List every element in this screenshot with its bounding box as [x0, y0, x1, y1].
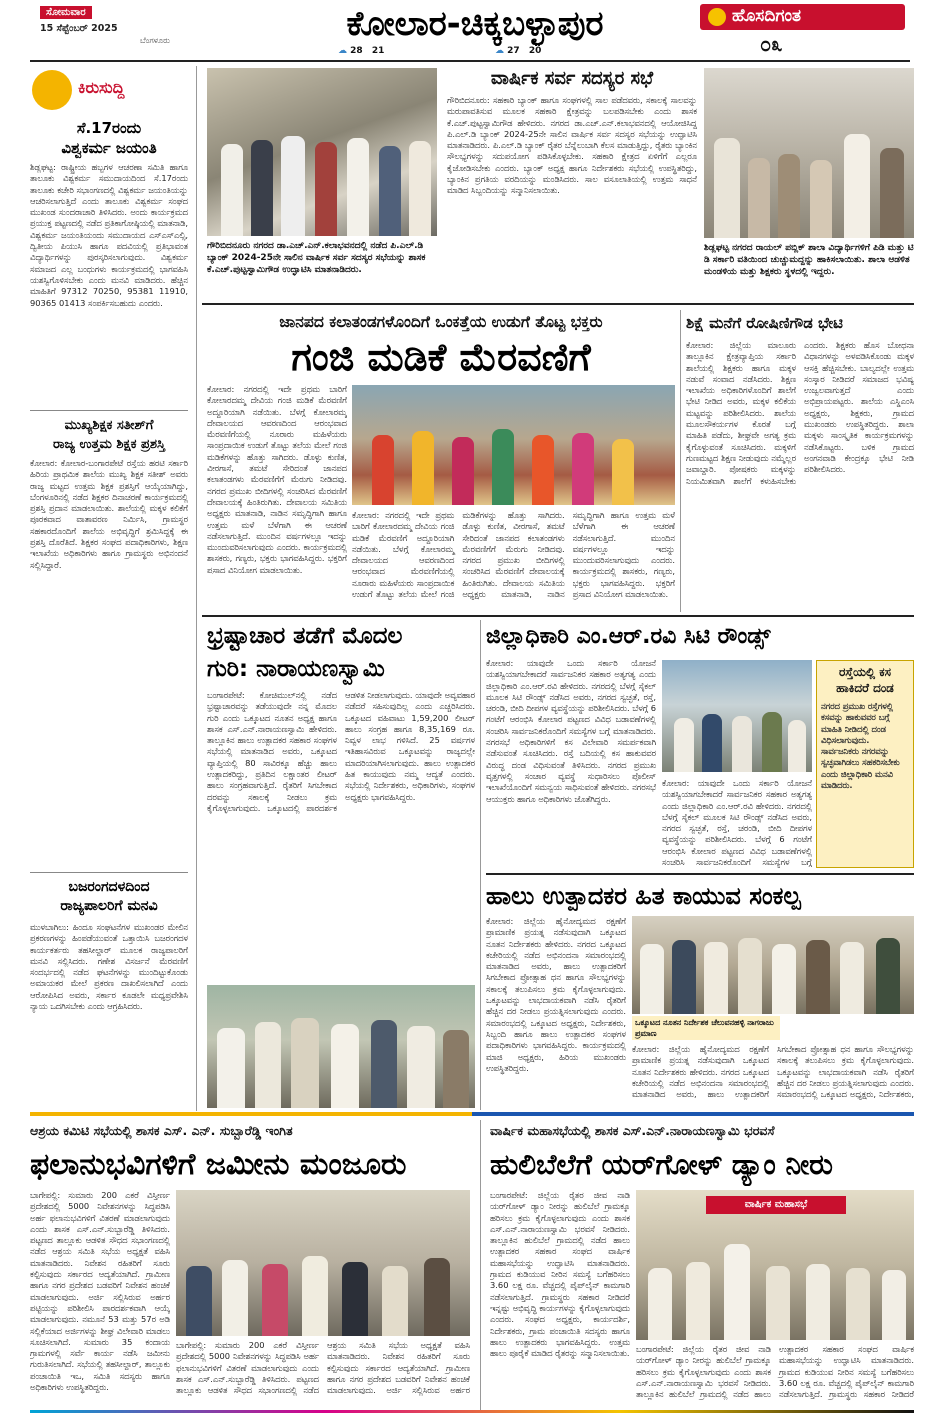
- person-figure: [347, 138, 369, 236]
- person-figure: [291, 1018, 319, 1108]
- brand-name: ಹೊಸದಿಗಂತ: [732, 6, 802, 26]
- person-figure: [379, 146, 401, 236]
- masthead-city: ಬೆಂಗಳೂರು: [140, 36, 170, 45]
- brief-label-text: ಕಿರುಸುದ್ದಿ: [78, 78, 125, 97]
- person-figure: [251, 140, 273, 236]
- person-figure: [738, 938, 762, 1014]
- divider: [30, 872, 188, 873]
- dc-sidebox: [816, 660, 914, 868]
- shikshe-kicker: ಶಿಕ್ಷೆ ಮನೆಗೆ ರೋಷಿಣಿಗೌಡ ಭೇಟಿ: [686, 314, 843, 332]
- divider: [30, 410, 188, 411]
- yargol-banner: ವಾರ್ಷಿಕ ಮಹಾಸಭೆ: [706, 1196, 846, 1214]
- edition-title: ಕೋಲಾರ-ಚಿಕ್ಕಬಳ್ಳಾಪುರ: [346, 4, 604, 44]
- person-figure: [424, 1258, 450, 1336]
- person-figure: [221, 144, 243, 236]
- dc-photo: [662, 660, 812, 772]
- color-strip-bottom: [30, 1410, 914, 1413]
- person-figure: [409, 141, 431, 236]
- person-figure: [732, 716, 752, 772]
- person-figure: [186, 1266, 212, 1336]
- brief-1-title-line1: ಸೆ.17ರಂದು: [76, 119, 142, 137]
- person-figure: [648, 1268, 672, 1340]
- person-figure: [844, 134, 870, 238]
- yargol-text-b: ಬಂಗಾರಪೇಟೆ: ಜಿಲ್ಲೆಯ ರೈತರ ಜೀವ ನಾಡಿ ಯರ್‌ಗೋಳ್ ಡ್ಯಾಂ ನೀರನ್ನು ಹುಲಿಬೆಲೆ ಗ್ರಾಮಕ್ಕೂ ಹರಿಸಲು ಕ್ರಮ ಕೈಗೊಳ್ಳಲಾಗುವುದು ಎಂದು ಶಾಸಕ ಎಸ್.ಎನ್.ನಾರಾಯಣಸ್ವಾಮಿ ಭರವಸೆ ನೀಡಿದರು. ತಾಲ್ಲೂಕಿನ ಹುಲಿಬೆಲೆ ಗ್ರಾಮದಲ್ಲಿ ನಡೆದ ಹಾಲು ಉತ್ಪಾದಕರ ಸಹಕಾರ ಸಂಘದ ವಾರ್ಷಿಕ ಮಹಾಸಭೆಯನ್ನು ಉದ್ಘಾಟಿಸಿ ಮಾತನಾಡಿದರು. ಗ್ರಾಮದ ಕುಡಿಯುವ ನೀರಿನ ಸಮಸ್ಯೆ ಬಗೆಹರಿಸಲು 3.60 ಲಕ್ಷ ರೂ. ವೆಚ್ಚದಲ್ಲಿ ಪೈಪ್‌ಲೈನ್ ಕಾಮಗಾರಿ ನಡೆಸಲಾಗುತ್ತಿದೆ. ಗ್ರಾಮಸ್ಥರು ಸಹಕಾರ ನೀಡಿದರೆ: [636, 1344, 914, 1400]
- masthead-day: ಸೋಮವಾರ: [40, 6, 92, 19]
- weather-2-low: 20: [528, 46, 542, 56]
- person-figure: [806, 940, 830, 1014]
- person-figure: [222, 1260, 248, 1336]
- person-figure: [788, 720, 806, 772]
- ganji-text-b: ಕೋಲಾರ: ನಗರದಲ್ಲಿ ಇದೇ ಪ್ರಥಮ ಬಾರಿಗೆ ಕೋಲಾರದಮ್ಮ ದೇವಿಯ ಗಂಜಿ ಮಡಿಕೆ ಮೆರವಣಿಗೆ ಅದ್ದೂರಿಯಾಗಿ ನಡೆಯಿತು. ಬೆಳಗ್ಗೆ ಕೋಲಾರಮ್ಮ ದೇವಾಲಯದ ಆವರಣದಿಂದ ಆರಂಭವಾದ ಮೆರವಣಿಗೆಯಲ್ಲಿ ನೂರಾರು ಮಹಿಳೆಯರು ಸಾಂಪ್ರದಾಯಿಕ ಉಡುಗೆ ತೊಟ್ಟು ತಲೆಯ ಮೇಲೆ ಗಂಜಿ ಮಡಿಕೆಗಳನ್ನು ಹೊತ್ತು ಸಾಗಿದರು. ಡೊಳ್ಳು ಕುಣಿತ, ವೀರಗಾಸೆ, ತಮಟೆ ಸೇರಿದಂತೆ ಜಾನಪದ ಕಲಾತಂಡಗಳು ಮೆರವಣಿಗೆಗೆ ಮೆರುಗು ನೀಡಿದವು. ನಗರದ ಪ್ರಮುಖ ಬೀದಿಗಳಲ್ಲಿ ಸಂಚರಿಸಿದ ಮೆರವಣಿಗೆ ದೇವಾಲಯಕ್ಕೆ ಹಿಂತಿರುಗಿತು. ದೇವಾಲಯ ಸಮಿತಿಯ ಅಧ್ಯಕ್ಷರು ಮಾತನಾಡಿ, ನಾಡಿನ ಸಮೃದ್ಧಿಗಾಗಿ ಹಾಗೂ ಉತ್ತಮ ಮಳೆ ಬೆಳೆಗಾಗಿ ಈ ಆಚರಣೆ ನಡೆಸಲಾಗುತ್ತಿದೆ. ಮುಂದಿನ ವರ್ಷಗಳಲ್ಲೂ ಇದನ್ನು ಮುಂದುವರಿಸಲಾಗುವುದು ಎಂದರು. ಕಾರ್ಯಕ್ರಮದಲ್ಲಿ ಶಾಸಕರು, ಗಣ್ಯರು, ಭಕ್ತರು ಭಾಗವಹಿಸಿದ್ದರು. ಭಕ್ತರಿಗೆ ಪ್ರಸಾದ ವಿನಿಯೋಗ ಮಾಡಲಾಯಿತು.: [352, 510, 675, 600]
- yargol-text-a: ಬಂಗಾರಪೇಟೆ: ಜಿಲ್ಲೆಯ ರೈತರ ಜೀವ ನಾಡಿ ಯರ್‌ಗೋಳ್ ಡ್ಯಾಂ ನೀರನ್ನು ಹುಲಿಬೆಲೆ ಗ್ರಾಮಕ್ಕೂ ಹರಿಸಲು ಕ್ರಮ ಕೈಗೊಳ್ಳಲಾಗುವುದು ಎಂದು ಶಾಸಕ ಎಸ್.ಎನ್.ನಾರಾಯಣಸ್ವಾಮಿ ಭರವಸೆ ನೀಡಿದರು. ತಾಲ್ಲೂಕಿನ ಹುಲಿಬೆಲೆ ಗ್ರಾಮದಲ್ಲಿ ನಡೆದ ಹಾಲು ಉತ್ಪಾದಕರ ಸಹಕಾರ ಸಂಘದ ವಾರ್ಷಿಕ ಮಹಾಸಭೆಯನ್ನು ಉದ್ಘಾಟಿಸಿ ಮಾತನಾಡಿದರು. ಗ್ರಾಮದ ಕುಡಿಯುವ ನೀರಿನ ಸಮಸ್ಯೆ ಬಗೆಹರಿಸಲು 3.60 ಲಕ್ಷ ರೂ. ವೆಚ್ಚದಲ್ಲಿ ಪೈಪ್‌ಲೈನ್ ಕಾಮಗಾರಿ ನಡೆಸಲಾಗುತ್ತಿದೆ. ಗ್ರಾಮಸ್ಥರು ಸಹಕಾರ ನೀಡಿದರೆ ಇನ್ನಷ್ಟು ಅಭಿವೃದ್ಧಿ ಕಾರ್ಯಗಳನ್ನು ಕೈಗೊಳ್ಳಲಾಗುವುದು ಎಂದರು. ಸಂಘದ ಅಧ್ಯಕ್ಷರು, ಕಾರ್ಯದರ್ಶಿ, ನಿರ್ದೇಶಕರು, ಗ್ರಾಮ ಪಂಚಾಯಿತಿ ಸದಸ್ಯರು ಹಾಗೂ ಹಾಲು ಉತ್ಪಾದಕರು ಭಾಗವಹಿಸಿದ್ದರು. ಉತ್ತಮ ಹಾಲು ಪೂರೈಕೆ ಮಾಡಿದ ರೈತರನ್ನು ಸನ್ಮಾನಿಸಲಾಯಿತು.: [490, 1190, 630, 1359]
- dc-text-a: ಕೋಲಾರ: ಯಾವುದೇ ಒಂದು ಸರ್ಕಾರಿ ಯೋಜನೆ ಯಶಸ್ವಿಯಾಗಬೇಕಾದರೆ ಸಾರ್ವಜನಿಕರ ಸಹಕಾರ ಅತ್ಯಗತ್ಯ ಎಂದು ಜಿಲ್ಲಾಧಿಕಾರಿ ಎಂ.ಆರ್.ರವಿ ಹೇಳಿದರು. ನಗರದಲ್ಲಿ ಬೆಳಗ್ಗೆ ಸೈಕಲ್ ಮೂಲಕ ಸಿಟಿ ರೌಂಡ್ಸ್ ನಡೆಸಿದ ಅವರು, ನಗರದ ಸ್ವಚ್ಛತೆ, ರಸ್ತೆ, ಚರಂಡಿ, ಬೀದಿ ದೀಪಗಳ ವ್ಯವಸ್ಥೆಯನ್ನು ಪರಿಶೀಲಿಸಿದರು. ಬೆಳಗ್ಗೆ 6 ಗಂಟೆಗೆ ಆರಂಭಿಸಿ ಕೋಲಾರ ಪಟ್ಟಣದ ವಿವಿಧ ಬಡಾವಣೆಗಳಲ್ಲಿ ಸಂಚರಿಸಿ ಸಾರ್ವಜನಿಕರೊಂದಿಗೆ ಸಮಸ್ಯೆಗಳ ಬಗ್ಗೆ ಮಾತನಾಡಿದರು. ನಗರಸಭೆ ಅಧಿಕಾರಿಗಳಿಗೆ ಕಸ ವಿಲೇವಾರಿ ಸಮರ್ಪಕವಾಗಿ ನಡೆಸುವಂತೆ ಸೂಚಿಸಿದರು. ರಸ್ತೆ ಬದಿಯಲ್ಲಿ ಕಸ ಹಾಕುವವರ ವಿರುದ್ಧ ದಂಡ ವಿಧಿಸುವಂತೆ ತಿಳಿಸಿದರು. ನಗರದ ಪ್ರಮುಖ ವೃತ್ತಗಳಲ್ಲಿ ಸಂಚಾರ ವ್ಯವಸ್ಥೆ ಸುಧಾರಿಸಲು ಪೊಲೀಸ್ ಇಲಾಖೆಯೊಂದಿಗೆ ಸಮನ್ವಯ ಸಾಧಿಸುವಂತೆ ಹೇಳಿದರು. ನಗರಸಭೆ ಆಯುಕ್ತರು ಹಾಗೂ ಅಧಿಕಾರಿಗಳು ಜೊತೆಗಿದ್ದರು.: [486, 658, 656, 804]
- person-figure: [382, 1266, 408, 1336]
- person-figure: [640, 944, 664, 1014]
- masthead-rule: [30, 60, 910, 62]
- person-figure: [452, 437, 474, 505]
- person-figure: [342, 1262, 368, 1336]
- brief-2-title-line2: ರಾಜ್ಯ ಉತ್ತಮ ಶಿಕ್ಷಕ ಪ್ರಶಸ್ತಿ: [52, 437, 166, 452]
- brand-logo: [700, 4, 905, 30]
- halu-photo-label: ಒಕ್ಕೂಟದ ನೂತನ ನಿರ್ದೇಶಕ ಚೆಲುವನಹಳ್ಳಿ ನಾಗರಾಜು ಪ್ರಮಾಣ: [632, 1016, 780, 1040]
- person-figure: [217, 1028, 245, 1108]
- section-rule: [486, 873, 914, 875]
- color-strip: [30, 1112, 914, 1116]
- dc-headline: ಜಿಲ್ಲಾಧಿಕಾರಿ ಎಂ.ಆರ್.ರವಿ ಸಿಟಿ ರೌಂಡ್ಸ್: [486, 624, 771, 649]
- yargol-headline: ಹುಲಿಬೆಲೆಗೆ ಯರ್‌ಗೋಳ್ ಡ್ಯಾಂ ನೀರು: [490, 1148, 833, 1181]
- masthead-date: 15 ಸೆಪ್ಟೆಂಬರ್ 2025: [40, 23, 118, 34]
- brief-column: [30, 66, 190, 1111]
- brief-3-title: [30, 878, 188, 918]
- weather-1-low: 21: [371, 46, 385, 56]
- shikshe-text: ಕೋಲಾರ: ಜಿಲ್ಲೆಯ ಮಾಲೂರು ತಾಲ್ಲೂಕಿನ ಕ್ಷೇತ್ರವ್ಯಾಪ್ತಿಯ ಸರ್ಕಾರಿ ಶಾಲೆಯಲ್ಲಿ ಶಿಕ್ಷಕರು ಹಾಗೂ ಮಕ್ಕಳ ನಡುವೆ ಸಂವಾದ ನಡೆಸಿದರು. ಶಿಕ್ಷಣ ಇಲಾಖೆಯ ಅಧಿಕಾರಿಗಳೊಂದಿಗೆ ಶಾಲೆಗೆ ಭೇಟಿ ನೀಡಿದ ಅವರು, ಮಕ್ಕಳ ಕಲಿಕೆಯ ಮಟ್ಟವನ್ನು ಪರಿಶೀಲಿಸಿದರು. ಶಾಲೆಯ ಮೂಲಸೌಕರ್ಯಗಳ ಕೊರತೆ ಬಗ್ಗೆ ಮಾಹಿತಿ ಪಡೆದು, ಶೀಘ್ರವೇ ಅಗತ್ಯ ಕ್ರಮ ಕೈಗೊಳ್ಳುವಂತೆ ಸೂಚಿಸಿದರು. ಮಕ್ಕಳಿಗೆ ಗುಣಮಟ್ಟದ ಶಿಕ್ಷಣ ನೀಡುವುದು ನಮ್ಮೆಲ್ಲರ ಜವಾಬ್ದಾರಿ. ಪೋಷಕರು ಮಕ್ಕಳನ್ನು ನಿಯಮಿತವಾಗಿ ಶಾಲೆಗೆ ಕಳುಹಿಸಬೇಕು ಎಂದರು. ಶಿಕ್ಷಕರು ಹೊಸ ಬೋಧನಾ ವಿಧಾನಗಳನ್ನು ಅಳವಡಿಸಿಕೊಂಡು ಮಕ್ಕಳ ಆಸಕ್ತಿ ಹೆಚ್ಚಿಸಬೇಕು. ಬಾಲ್ಯದಲ್ಲೇ ಉತ್ತಮ ಸಂಸ್ಕಾರ ನೀಡಿದರೆ ಸಮಾಜದ ಭವಿಷ್ಯ ಉಜ್ವಲವಾಗುತ್ತದೆ ಎಂದು ಅಭಿಪ್ರಾಯಪಟ್ಟರು. ಶಾಲೆಯ ಎಸ್ಡಿಎಂಸಿ ಅಧ್ಯಕ್ಷರು, ಶಿಕ್ಷಕರು, ಗ್ರಾಮದ ಮುಖಂಡರು ಉಪಸ್ಥಿತರಿದ್ದರು. ಶಾಲಾ ಮಕ್ಕಳು ಸಾಂಸ್ಕೃತಿಕ ಕಾರ್ಯಕ್ರಮಗಳನ್ನು ನಡೆಸಿಕೊಟ್ಟರು. ಬಳಿಕ ಗ್ರಾಮದ ಅಂಗನವಾಡಿ ಕೇಂದ್ರಕ್ಕೂ ಭೇಟಿ ನೀಡಿ ಪರಿಶೀಲಿಸಿದರು.: [686, 340, 914, 486]
- sahakari-text: ಗೌರಿಬಿದನೂರು: ಸಹಕಾರಿ ಬ್ಯಾಂಕ್ ಹಾಗೂ ಸಂಘಗಳಲ್ಲಿ ಸಾಲ ಪಡೆದವರು, ಸಕಾಲಕ್ಕೆ ಸಾಲವನ್ನು ಮರುಪಾವತಿಸುವ ಮೂಲಕ ಸಹಕಾರಿ ಕ್ಷೇತ್ರವನ್ನು ಬಲಪಡಿಸಬೇಕು ಎಂದು ಶಾಸಕ ಕೆ.ಎಚ್.ಪುಟ್ಟಸ್ವಾಮಿಗೌಡ ಹೇಳಿದರು. ನಗರದ ಡಾ.ಎಚ್.ಎನ್.ಕಲಾಭವನದಲ್ಲಿ ಆಯೋಜಿಸಿದ್ದ ಪಿ.ಎಲ್.ಡಿ ಬ್ಯಾಂಕ್ 2024-25ನೇ ಸಾಲಿನ ವಾರ್ಷಿಕ ಸರ್ವ ಸದಸ್ಯರ ಸಭೆಯನ್ನು ಉದ್ಘಾಟಿಸಿ ಮಾತನಾಡಿದರು. ಪಿ.ಎಲ್.ಡಿ ಬ್ಯಾಂಕ್ ರೈತರ ಬೆನ್ನೆಲುಬಾಗಿ ಕೆಲಸ ಮಾಡುತ್ತಿದ್ದು, ರೈತರು ಬ್ಯಾಂಕಿನ ಸೌಲಭ್ಯಗಳನ್ನು ಸದುಪಯೋಗ ಪಡಿಸಿಕೊಳ್ಳಬೇಕು. ಸಹಕಾರಿ ಕ್ಷೇತ್ರದ ಏಳಿಗೆಗೆ ಎಲ್ಲರೂ ಕೈಜೋಡಿಸಬೇಕು ಎಂದರು. ಬ್ಯಾಂಕ್ ಅಧ್ಯಕ್ಷ ಹಾಗೂ ನಿರ್ದೇಶಕರು ಸಭೆಯಲ್ಲಿ ಉಪಸ್ಥಿತರಿದ್ದು, ಬ್ಯಾಂಕಿನ ಪ್ರಗತಿಯ ವರದಿಯನ್ನು ಮಂಡಿಸಿದರು. ಸಾಲ ವಸೂಲಾತಿಯಲ್ಲಿ ಉತ್ತಮ ಸಾಧನೆ ಮಾಡಿದ ಸಿಬ್ಬಂದಿಯನ್ನು ಸನ್ಮಾನಿಸಲಾಯಿತು.: [447, 95, 697, 196]
- brief-2-title-line1: ಮುಖ್ಯಶಿಕ್ಷಕ ಸತೀಶ್‌ಗೆ: [64, 418, 154, 433]
- brief-3-title-line1: ಬಜರಂಗದಳದಿಂದ: [68, 879, 150, 895]
- date-box: [40, 6, 170, 48]
- sahakari-caption: ಗೌರಿಬಿದನೂರು ನಗರದ ಡಾ.ಎಚ್.ಎನ್.ಕಲಾಭವನದಲ್ಲಿ ನಡೆದ ಪಿ.ಎಲ್.ಡಿ ಬ್ಯಾಂಕ್ 2024-25ನೇ ಸಾಲಿನ ವಾರ್ಷಿಕ ಸರ್ವ ಸದಸ್ಯರ ಸಭೆಯನ್ನು ಶಾಸಕ ಕೆ.ಎಚ್.ಪುಟ್ಟಸ್ವಾಮಿಗೌಡ ಉದ್ಘಾಟಿಸಿ ಮಾತನಾಡಿದರು.: [207, 241, 426, 275]
- person-figure: [412, 431, 434, 505]
- brief-3-text: ಮುಳಬಾಗಿಲು: ಹಿಂದೂ ಸಂಘಟನೆಗಳ ಮುಖಂಡರ ಮೇಲಿನ ಪ್ರಕರಣಗಳನ್ನು ಹಿಂಪಡೆಯುವಂತೆ ಒತ್ತಾಯಿಸಿ ಬಜರಂಗದಳ ಕಾರ್ಯಕರ್ತರು ತಹಸೀಲ್ದಾರ್ ಮೂಲಕ ರಾಜ್ಯಪಾಲರಿಗೆ ಮನವಿ ಸಲ್ಲಿಸಿದರು. ಗಣೇಶ ವಿಸರ್ಜನೆ ಮೆರವಣಿಗೆ ಸಂದರ್ಭದಲ್ಲಿ ನಡೆದ ಘಟನೆಗಳನ್ನು ಮುಂದಿಟ್ಟುಕೊಂಡು ಅಮಾಯಕರ ಮೇಲೆ ಪ್ರಕರಣ ದಾಖಲಿಸಲಾಗಿದೆ ಎಂದು ಆರೋಪಿಸಿದ ಅವರು, ಸರ್ಕಾರ ಕೂಡಲೇ ಮಧ್ಯಪ್ರವೇಶಿಸಿ ನ್ಯಾಯ ಒದಗಿಸಬೇಕು ಎಂದು ಆಗ್ರಹಿಸಿದರು.: [30, 922, 188, 1012]
- ganji-headline: ಗಂಜಿ ಮಡಿಕೆ ಮೆರವಣಿಗೆ: [291, 335, 591, 379]
- person-figure: [262, 1264, 288, 1336]
- person-figure: [674, 718, 694, 772]
- person-figure: [778, 154, 800, 238]
- ashraya-headline: ಫಲಾನುಭವಿಗಳಿಗೆ ಜಮೀನು ಮಂಜೂರು: [30, 1147, 407, 1182]
- section-rule: [202, 303, 914, 305]
- person-figure: [702, 714, 722, 772]
- halu-photo: [632, 916, 914, 1014]
- brief-1-text: ಶಿಡ್ಲಘಟ್ಟ: ರಾಷ್ಟ್ರೀಯ ಹಬ್ಬಗಳ ಆಚರಣಾ ಸಮಿತಿ ಹಾಗೂ ತಾಲೂಕು ವಿಶ್ವಕರ್ಮ ಸಮುದಾಯದಿಂದ ಸೆ.17ರಂದು ತಾಲೂಕು ಕಚೇರಿ ಸಭಾಂಗಣದಲ್ಲಿ ವಿಶ್ವಕರ್ಮ ಜಯಂತಿಯನ್ನು ಆಚರಿಸಲಾಗುತ್ತಿದೆ ಎಂದು ತಾಲೂಕು ವಿಶ್ವಕರ್ಮ ಸಂಘದ ಮುಖಂಡ ಸುಂದರಾಚಾರಿ ತಿಳಿಸಿದರು. ಅಂದು ಕಾರ್ಯಕ್ರಮದ ಪ್ರಯುಕ್ತ ಪಟ್ಟಣದಲ್ಲಿ ನಡೆದ ಪ್ರತಿಕಾಗೋಷ್ಠಿಯಲ್ಲಿ ಮಾತನಾಡಿ, ವಿಶ್ವಕರ್ಮ ಜಯಂತಿಯಂದು ಸಮುದಾಯದ ಎಸ್ಎಸ್ಎಲ್ಸಿ, ದ್ವಿತೀಯ ಪಿಯುಸಿ ಹಾಗೂ ಪದವಿಯಲ್ಲಿ ಪ್ರತಿಭಾವಂತ ವಿದ್ಯಾರ್ಥಿಗಳನ್ನು ಪುರಸ್ಕರಿಸಲಾಗುವುದು. ವಿಶ್ವಕರ್ಮ ಸಮಾಜದ ಎಲ್ಲ ಬಂಧುಗಳು ಕಾರ್ಯಕ್ರಮದಲ್ಲಿ ಭಾಗವಹಿಸಿ ಯಶಸ್ವಿಗೊಳಿಸಬೇಕು ಎಂದು ಮನವಿ ಮಾಡಿದರು. ಹೆಚ್ಚಿನ ಮಾಹಿತಿಗೆ 97312 70250, 95381 11910, 90365 01413 ಸಂಪರ್ಕಿಸಬಹುದು ಎಂದರು.: [30, 162, 188, 308]
- person-figure: [724, 1244, 750, 1340]
- person-figure: [331, 1024, 359, 1108]
- person-figure: [704, 942, 728, 1014]
- hand-icon: [32, 70, 72, 110]
- column-rule: [196, 66, 197, 1111]
- person-figure: [281, 136, 305, 236]
- halu-headline: ಹಾಲು ಉತ್ಪಾದಕರ ಹಿತ ಕಾಯುವ ಸಂಕಲ್ಪ: [486, 882, 801, 910]
- person-figure: [315, 142, 337, 236]
- dc-sidebox-title: ರಸ್ತೆಯಲ್ಲಿ ಕಸ ಹಾಕಿದರೆ ದಂಡ: [836, 665, 894, 695]
- halu-text-a: ಕೋಲಾರ: ಜಿಲ್ಲೆಯ ಹೈನೋದ್ಯಮದ ರಕ್ಷಣೆಗೆ ಪ್ರಾಮಾಣಿಕ ಪ್ರಯತ್ನ ನಡೆಸುವುದಾಗಿ ಒಕ್ಕೂಟದ ನೂತನ ನಿರ್ದೇಶಕರು ಹೇಳಿದರು. ನಗರದ ಒಕ್ಕೂಟದ ಕಚೇರಿಯಲ್ಲಿ ನಡೆದ ಅಭಿನಂದನಾ ಸಮಾರಂಭದಲ್ಲಿ ಮಾತನಾಡಿದ ಅವರು, ಹಾಲು ಉತ್ಪಾದಕರಿಗೆ ಸಿಗಬೇಕಾದ ಪ್ರೋತ್ಸಾಹ ಧನ ಹಾಗೂ ಸೌಲಭ್ಯಗಳನ್ನು ಸಕಾಲಕ್ಕೆ ತಲುಪಿಸಲು ಕ್ರಮ ಕೈಗೊಳ್ಳಲಾಗುವುದು. ಒಕ್ಕೂಟವನ್ನು ಲಾಭದಾಯಕವಾಗಿ ನಡೆಸಿ ರೈತರಿಗೆ ಹೆಚ್ಚಿನ ದರ ನೀಡಲು ಪ್ರಯತ್ನಿಸಲಾಗುವುದು ಎಂದರು. ಸಮಾರಂಭದಲ್ಲಿ ಒಕ್ಕೂಟದ ಅಧ್ಯಕ್ಷರು, ನಿರ್ದೇಶಕರು, ಸಿಬ್ಬಂದಿ ಹಾಗೂ ಹಾಲು ಉತ್ಪಾದಕರ ಸಂಘಗಳ ಪದಾಧಿಕಾರಿಗಳು ಭಾಗವಹಿಸಿದ್ದರು. ಕಾರ್ಯಕ್ರಮದಲ್ಲಿ ಮಾಜಿ ಅಧ್ಯಕ್ಷರು, ಹಿರಿಯ ಮುಖಂಡರು ಉಪಸ್ಥಿತರಿದ್ದರು.: [486, 916, 626, 1073]
- bhrashtachara-photo: [207, 985, 475, 1108]
- person-figure: [372, 435, 394, 505]
- brief-2-title: [30, 416, 188, 456]
- person-figure: [762, 712, 782, 772]
- ashraya-text-a: ಬಾಗೇಪಲ್ಲಿ: ಸುಮಾರು 200 ಎಕರೆ ವಿಸ್ತೀರ್ಣ ಪ್ರದೇಶದಲ್ಲಿ 5000 ನಿವೇಶನಗಳನ್ನು ಸಿದ್ಧಪಡಿಸಿ ಅರ್ಹ ಫಲಾನುಭವಿಗಳಿಗೆ ವಿತರಣೆ ಮಾಡಲಾಗುವುದು ಎಂದು ಶಾಸಕ ಎಸ್.ಎನ್.ಸುಬ್ಬಾರೆಡ್ಡಿ ತಿಳಿಸಿದರು. ಪಟ್ಟಣದ ತಾಲ್ಲೂಕು ಆಡಳಿತ ಸೌಧದ ಸಭಾಂಗಣದಲ್ಲಿ ನಡೆದ ಆಶ್ರಯ ಸಮಿತಿ ಸಭೆಯ ಅಧ್ಯಕ್ಷತೆ ವಹಿಸಿ ಮಾತನಾಡಿದರು. ನಿವೇಶನ ರಹಿತರಿಗೆ ಸೂರು ಕಲ್ಪಿಸುವುದು ಸರ್ಕಾರದ ಆದ್ಯತೆಯಾಗಿದೆ. ಗ್ರಾಮೀಣ ಹಾಗೂ ನಗರ ಪ್ರದೇಶದ ಬಡವರಿಗೆ ನಿವೇಶನ ಹಂಚಿಕೆ ಮಾಡಲಾಗುವುದು. ಅರ್ಜಿ ಸಲ್ಲಿಸಿರುವ ಅರ್ಹರ ಪಟ್ಟಿಯನ್ನು ಪರಿಶೀಲಿಸಿ ಪಾರದರ್ಶಕವಾಗಿ ಆಯ್ಕೆ ಮಾಡಲಾಗುವುದು. ನಮೂನೆ 53 ಮತ್ತು 57ರ ಅಡಿ ಸಲ್ಲಿಕೆಯಾದ ಅರ್ಜಿಗಳನ್ನು ಶೀಘ್ರ ವಿಲೇವಾರಿ ಮಾಡಲು ಸೂಚಿಸಲಾಗಿದೆ. ಸುಮಾರು 35 ಕಂದಾಯ ಗ್ರಾಮಗಳಲ್ಲಿ ಸರ್ವೆ ಕಾರ್ಯ ನಡೆಸಿ ಜಮೀನು ಗುರುತಿಸಲಾಗಿದೆ. ಸಭೆಯಲ್ಲಿ ತಹಸೀಲ್ದಾರ್, ತಾಲ್ಲೂಕು ಪಂಚಾಯಿತಿ ಇಒ, ಸಮಿತಿ ಸದಸ್ಯರು ಹಾಗೂ ಅಧಿಕಾರಿಗಳು ಉಪಸ್ಥಿತರಿದ್ದರು.: [30, 1190, 170, 1393]
- ganji-kicker: ಜಾನಪದ ಕಲಾತಂಡಗಳೊಂದಿಗೆ ಒಂಕತ್ತೆಯ ಉಡುಗೆ ತೊಟ್ಟ ಭಕ್ತರು: [279, 313, 603, 331]
- weather-1-high: 28: [350, 46, 363, 56]
- brief-1-title-line2: ವಿಶ್ವಕರ್ಮ ಜಯಂತಿ: [61, 139, 157, 157]
- brief-1-title: [30, 118, 188, 160]
- person-figure: [302, 1256, 328, 1336]
- bhrashtachara-headline: [207, 620, 475, 686]
- person-figure: [686, 1262, 710, 1340]
- person-figure: [443, 1030, 469, 1108]
- dc-sidebox-text: ನಗರದ ಪ್ರಮುಖ ರಸ್ತೆಗಳಲ್ಲಿ ಕಸವನ್ನು ಹಾಕುವವರ ಬಗ್ಗೆ ಮಾಹಿತಿ ನೀಡಿದಲ್ಲಿ ದಂಡ ವಿಧಿಸಲಾಗುವುದು. ಸಾರ್ವಜನಿಕರು ನಗರವನ್ನು ಸ್ವಚ್ಛವಾಗಿಡಲು ಸಹಕರಿಸಬೇಕು ಎಂದು ಜಿಲ್ಲಾಧಿಕಾರಿ ಮನವಿ ಮಾಡಿದರು.: [821, 701, 900, 791]
- page-number: ೦೩: [760, 32, 783, 56]
- ashraya-photo: [176, 1190, 470, 1336]
- weather-2-high: 27: [507, 46, 520, 56]
- person-figure: [255, 1022, 281, 1108]
- bhrashtachara-text: ಬಂಗಾರಪೇಟೆ: ಕೋಚಿಮುಲ್‌ನಲ್ಲಿ ನಡೆದ ಭ್ರಷ್ಟಾಚಾರವನ್ನು ತಡೆಯುವುದೇ ನನ್ನ ಮೊದಲ ಗುರಿ ಎಂದು ಒಕ್ಕೂಟದ ನೂತನ ಅಧ್ಯಕ್ಷ ಹಾಗೂ ಶಾಸಕ ಎಸ್.ಎನ್.ನಾರಾಯಣಸ್ವಾಮಿ ಹೇಳಿದರು. ತಾಲ್ಲೂಕಿನ ಹಾಲು ಉತ್ಪಾದಕರ ಸಹಕಾರ ಸಂಘಗಳ ಸಭೆಯಲ್ಲಿ ಮಾತನಾಡಿದ ಅವರು, ಒಕ್ಕೂಟದ ವ್ಯಾಪ್ತಿಯಲ್ಲಿ 80 ಸಾವಿರಕ್ಕೂ ಹೆಚ್ಚು ಹಾಲು ಉತ್ಪಾದಕರಿದ್ದು, ಪ್ರತಿದಿನ ಲಕ್ಷಾಂತರ ಲೀಟರ್ ಹಾಲು ಸಂಗ್ರಹವಾಗುತ್ತಿದೆ. ರೈತರಿಗೆ ಸಿಗಬೇಕಾದ ದರವನ್ನು ಸಕಾಲಕ್ಕೆ ನೀಡಲು ಕ್ರಮ ಕೈಗೊಳ್ಳಲಾಗುವುದು. ಒಕ್ಕೂಟದಲ್ಲಿ ಪಾರದರ್ಶಕ ಆಡಳಿತ ನೀಡಲಾಗುವುದು. ಯಾವುದೇ ಅವ್ಯವಹಾರ ನಡೆದರೆ ಸಹಿಸುವುದಿಲ್ಲ ಎಂದು ಎಚ್ಚರಿಸಿದರು. ಒಕ್ಕೂಟದ ವಹಿವಾಟು 1,59,200 ಲೀಟರ್ ಹಾಲು ಸಂಗ್ರಹ ಹಾಗೂ 8,35,169 ರೂ. ನಿವ್ವಳ ಲಾಭ ಗಳಿಸಿದೆ. 25 ವರ್ಷಗಳ ಇತಿಹಾಸವಿರುವ ಒಕ್ಕೂಟವನ್ನು ರಾಜ್ಯದಲ್ಲೇ ಮಾದರಿಯಾಗಿಸಲಾಗುವುದು. ಹಾಲು ಉತ್ಪಾದಕರ ಹಿತ ಕಾಯುವುದು ನಮ್ಮ ಆದ್ಯತೆ ಎಂದರು. ಸಭೆಯಲ್ಲಿ ನಿರ್ದೇಶಕರು, ಅಧಿಕಾರಿಗಳು, ಸಂಘಗಳ ಅಧ್ಯಕ್ಷರು ಭಾಗವಹಿಸಿದ್ದರು.: [207, 690, 475, 813]
- person-figure: [766, 1266, 790, 1340]
- ashraya-kicker: ಆಶ್ರಯ ಕಮಿಟಿ ಸಭೆಯಲ್ಲಿ ಶಾಸಕ ಎಸ್. ಎನ್. ಸುಬ್ಬಾರೆಡ್ಡಿ ಇಂಗಿತ: [30, 1123, 293, 1138]
- person-figure: [371, 1020, 397, 1108]
- person-figure: [748, 158, 770, 238]
- yargol-kicker: ವಾರ್ಷಿಕ ಮಹಾಸಭೆಯಲ್ಲಿ ಶಾಸಕ ಎಸ್.ಎನ್.ನಾರಾಯಣಸ್ವಾಮಿ ಭರವಸೆ: [490, 1123, 775, 1138]
- cloud-icon: ☁: [338, 46, 347, 56]
- column-rule: [480, 620, 481, 1110]
- yargol-photo: [636, 1190, 914, 1340]
- masthead: [0, 0, 945, 62]
- person-figure: [876, 938, 900, 1014]
- person-figure: [572, 433, 594, 505]
- lamp-icon: [708, 8, 726, 26]
- person-figure: [492, 429, 514, 505]
- weather-1: [338, 46, 398, 60]
- column-rule: [480, 1120, 481, 1410]
- cloud-icon: ☁: [495, 46, 504, 56]
- bhrashtachara-headline-line2: ಗುರಿ: ನಾರಾಯಣಸ್ವಾಮಿ: [207, 656, 385, 682]
- ashraya-text-b: ಬಾಗೇಪಲ್ಲಿ: ಸುಮಾರು 200 ಎಕರೆ ವಿಸ್ತೀರ್ಣ ಪ್ರದೇಶದಲ್ಲಿ 5000 ನಿವೇಶನಗಳನ್ನು ಸಿದ್ಧಪಡಿಸಿ ಅರ್ಹ ಫಲಾನುಭವಿಗಳಿಗೆ ವಿತರಣೆ ಮಾಡಲಾಗುವುದು ಎಂದು ಶಾಸಕ ಎಸ್.ಎನ್.ಸುಬ್ಬಾರೆಡ್ಡಿ ತಿಳಿಸಿದರು. ಪಟ್ಟಣದ ತಾಲ್ಲೂಕು ಆಡಳಿತ ಸೌಧದ ಸಭಾಂಗಣದಲ್ಲಿ ನಡೆದ ಆಶ್ರಯ ಸಮಿತಿ ಸಭೆಯ ಅಧ್ಯಕ್ಷತೆ ವಹಿಸಿ ಮಾತನಾಡಿದರು. ನಿವೇಶನ ರಹಿತರಿಗೆ ಸೂರು ಕಲ್ಪಿಸುವುದು ಸರ್ಕಾರದ ಆದ್ಯತೆಯಾಗಿದೆ. ಗ್ರಾಮೀಣ ಹಾಗೂ ನಗರ ಪ್ರದೇಶದ ಬಡವರಿಗೆ ನಿವೇಶನ ಹಂಚಿಕೆ ಮಾಡಲಾಗುವುದು. ಅರ್ಜಿ ಸಲ್ಲಿಸಿರುವ ಅರ್ಹರ: [176, 1340, 470, 1396]
- brief-2-text: ಕೋಲಾರ: ಕೋಲಾರ-ಬಂಗಾರಪೇಟೆ ರಸ್ತೆಯ ಹರಟಿ ಸರ್ಕಾರಿ ಹಿರಿಯ ಪ್ರಾಥಮಿಕ ಶಾಲೆಯ ಮುಖ್ಯ ಶಿಕ್ಷಕ ಸತೀಶ್ ಅವರು ರಾಜ್ಯ ಮಟ್ಟದ ಉತ್ತಮ ಶಿಕ್ಷಕ ಪ್ರಶಸ್ತಿಗೆ ಆಯ್ಕೆಯಾಗಿದ್ದು, ಬೆಂಗಳೂರಿನಲ್ಲಿ ನಡೆದ ಶಿಕ್ಷಕರ ದಿನಾಚರಣೆ ಕಾರ್ಯಕ್ರಮದಲ್ಲಿ ಪ್ರಶಸ್ತಿ ಪ್ರದಾನ ಮಾಡಲಾಯಿತು. ಶಾಲೆಯಲ್ಲಿ ಮಕ್ಕಳ ಕಲಿಕೆಗೆ ಪೂರಕವಾದ ವಾತಾವರಣ ನಿರ್ಮಿಸಿ, ಗ್ರಾಮಸ್ಥರ ಸಹಕಾರದೊಂದಿಗೆ ಶಾಲೆಯ ಅಭಿವೃದ್ಧಿಗೆ ಶ್ರಮಿಸಿದ್ದಕ್ಕೆ ಈ ಪ್ರಶಸ್ತಿ ದೊರೆತಿದೆ. ಶಿಕ್ಷಕರ ಸಂಘದ ಪದಾಧಿಕಾರಿಗಳು, ಶಿಕ್ಷಣ ಇಲಾಖೆಯ ಅಧಿಕಾರಿಗಳು ಹಾಗೂ ಗ್ರಾಮಸ್ಥರು ಅಭಿನಂದನೆ ಸಲ್ಲಿಸಿದ್ದಾರೆ.: [30, 458, 188, 570]
- person-figure: [880, 148, 904, 238]
- section-rule: [202, 615, 914, 617]
- person-figure: [532, 435, 554, 505]
- person-figure: [772, 944, 796, 1014]
- brief-3-title-line2: ರಾಜ್ಯಪಾಲರಿಗೆ ಮನವಿ: [60, 898, 158, 914]
- person-figure: [612, 439, 634, 505]
- bhrashtachara-headline-line1: ಭ್ರಷ್ಟಾಚಾರ ತಡೆಗೆ ಮೊದಲ: [207, 623, 403, 649]
- person-figure: [672, 940, 696, 1014]
- person-figure: [810, 160, 832, 238]
- ganji-text-a: ಕೋಲಾರ: ನಗರದಲ್ಲಿ ಇದೇ ಪ್ರಥಮ ಬಾರಿಗೆ ಕೋಲಾರದಮ್ಮ ದೇವಿಯ ಗಂಜಿ ಮಡಿಕೆ ಮೆರವಣಿಗೆ ಅದ್ದೂರಿಯಾಗಿ ನಡೆಯಿತು. ಬೆಳಗ್ಗೆ ಕೋಲಾರಮ್ಮ ದೇವಾಲಯದ ಆವರಣದಿಂದ ಆರಂಭವಾದ ಮೆರವಣಿಗೆಯಲ್ಲಿ ನೂರಾರು ಮಹಿಳೆಯರು ಸಾಂಪ್ರದಾಯಿಕ ಉಡುಗೆ ತೊಟ್ಟು ತಲೆಯ ಮೇಲೆ ಗಂಜಿ ಮಡಿಕೆಗಳನ್ನು ಹೊತ್ತು ಸಾಗಿದರು. ಡೊಳ್ಳು ಕುಣಿತ, ವೀರಗಾಸೆ, ತಮಟೆ ಸೇರಿದಂತೆ ಜಾನಪದ ಕಲಾತಂಡಗಳು ಮೆರವಣಿಗೆಗೆ ಮೆರುಗು ನೀಡಿದವು. ನಗರದ ಪ್ರಮುಖ ಬೀದಿಗಳಲ್ಲಿ ಸಂಚರಿಸಿದ ಮೆರವಣಿಗೆ ದೇವಾಲಯಕ್ಕೆ ಹಿಂತಿರುಗಿತು. ದೇವಾಲಯ ಸಮಿತಿಯ ಅಧ್ಯಕ್ಷರು ಮಾತನಾಡಿ, ನಾಡಿನ ಸಮೃದ್ಧಿಗಾಗಿ ಹಾಗೂ ಉತ್ತಮ ಮಳೆ ಬೆಳೆಗಾಗಿ ಈ ಆಚರಣೆ ನಡೆಸಲಾಗುತ್ತಿದೆ. ಮುಂದಿನ ವರ್ಷಗಳಲ್ಲೂ ಇದನ್ನು ಮುಂದುವರಿಸಲಾಗುವುದು ಎಂದರು. ಕಾರ್ಯಕ್ರಮದಲ್ಲಿ ಶಾಸಕರು, ಗಣ್ಯರು, ಭಕ್ತರು ಭಾಗವಹಿಸಿದ್ದರು. ಭಕ್ತರಿಗೆ ಪ್ರಸಾದ ವಿನಿಯೋಗ ಮಾಡಲಾಯಿತು.: [207, 384, 347, 574]
- vaccine-photo: [704, 68, 914, 238]
- brief-label: [32, 70, 182, 110]
- weather-2: [495, 46, 555, 60]
- halu-text-b: ಕೋಲಾರ: ಜಿಲ್ಲೆಯ ಹೈನೋದ್ಯಮದ ರಕ್ಷಣೆಗೆ ಪ್ರಾಮಾಣಿಕ ಪ್ರಯತ್ನ ನಡೆಸುವುದಾಗಿ ಒಕ್ಕೂಟದ ನೂತನ ನಿರ್ದೇಶಕರು ಹೇಳಿದರು. ನಗರದ ಒಕ್ಕೂಟದ ಕಚೇರಿಯಲ್ಲಿ ನಡೆದ ಅಭಿನಂದನಾ ಸಮಾರಂಭದಲ್ಲಿ ಮಾತನಾಡಿದ ಅವರು, ಹಾಲು ಉತ್ಪಾದಕರಿಗೆ ಸಿಗಬೇಕಾದ ಪ್ರೋತ್ಸಾಹ ಧನ ಹಾಗೂ ಸೌಲಭ್ಯಗಳನ್ನು ಸಕಾಲಕ್ಕೆ ತಲುಪಿಸಲು ಕ್ರಮ ಕೈಗೊಳ್ಳಲಾಗುವುದು. ಒಕ್ಕೂಟವನ್ನು ಲಾಭದಾಯಕವಾಗಿ ನಡೆಸಿ ರೈತರಿಗೆ ಹೆಚ್ಚಿನ ದರ ನೀಡಲು ಪ್ರಯತ್ನಿಸಲಾಗುವುದು ಎಂದರು. ಸಮಾರಂಭದಲ್ಲಿ ಒಕ್ಕೂಟದ ಅಧ್ಯಕ್ಷರು, ನಿರ್ದೇಶಕರು,: [632, 1044, 914, 1100]
- ganji-photo: [352, 385, 675, 505]
- person-figure: [846, 1268, 870, 1340]
- person-figure: [806, 1264, 830, 1340]
- dc-text-b: ಕೋಲಾರ: ಯಾವುದೇ ಒಂದು ಸರ್ಕಾರಿ ಯೋಜನೆ ಯಶಸ್ವಿಯಾಗಬೇಕಾದರೆ ಸಾರ್ವಜನಿಕರ ಸಹಕಾರ ಅತ್ಯಗತ್ಯ ಎಂದು ಜಿಲ್ಲಾಧಿಕಾರಿ ಎಂ.ಆರ್.ರವಿ ಹೇಳಿದರು. ನಗರದಲ್ಲಿ ಬೆಳಗ್ಗೆ ಸೈಕಲ್ ಮೂಲಕ ಸಿಟಿ ರೌಂಡ್ಸ್ ನಡೆಸಿದ ಅವರು, ನಗರದ ಸ್ವಚ್ಛತೆ, ರಸ್ತೆ, ಚರಂಡಿ, ಬೀದಿ ದೀಪಗಳ ವ್ಯವಸ್ಥೆಯನ್ನು ಪರಿಶೀಲಿಸಿದರು. ಬೆಳಗ್ಗೆ 6 ಗಂಟೆಗೆ ಆರಂಭಿಸಿ ಕೋಲಾರ ಪಟ್ಟಣದ ವಿವಿಧ ಬಡಾವಣೆಗಳಲ್ಲಿ ಸಂಚರಿಸಿ ಸಾರ್ವಜನಿಕರೊಂದಿಗೆ ಸಮಸ್ಯೆಗಳ ಬಗ್ಗೆ: [662, 778, 812, 868]
- person-figure: [882, 1270, 906, 1340]
- sahakari-kicker: ವಾರ್ಷಿಕ ಸರ್ವ ಸದಸ್ಯರ ಸಭೆ: [490, 68, 654, 89]
- vaccine-caption: ಶಿಡ್ಲಘಟ್ಟ ನಗರದ ರಾಯಲ್ ಪಬ್ಲಿಕ್ ಶಾಲಾ ವಿದ್ಯಾರ್ಥಿಗಳಿಗೆ ಪಿಡಿ ಮತ್ತು ಟಿ ಡಿ ಸರ್ಕಾರಿ ವತಿಯಿಂದ ಚುಚ್ಚುಮದ್ದನ್ನು ಹಾಕಿಸಲಾಯಿತು. ಶಾಲಾ ಆಡಳಿತ ಮಂಡಳಿಯ ಮತ್ತು ಶಿಕ್ಷಕರು ಸ್ಥಳದಲ್ಲಿ ಇದ್ದರು.: [704, 243, 914, 277]
- person-figure: [407, 1026, 435, 1108]
- person-figure: [840, 942, 864, 1014]
- sahakari-photo: [207, 68, 437, 236]
- person-figure: [714, 138, 740, 238]
- column-rule: [680, 310, 681, 612]
